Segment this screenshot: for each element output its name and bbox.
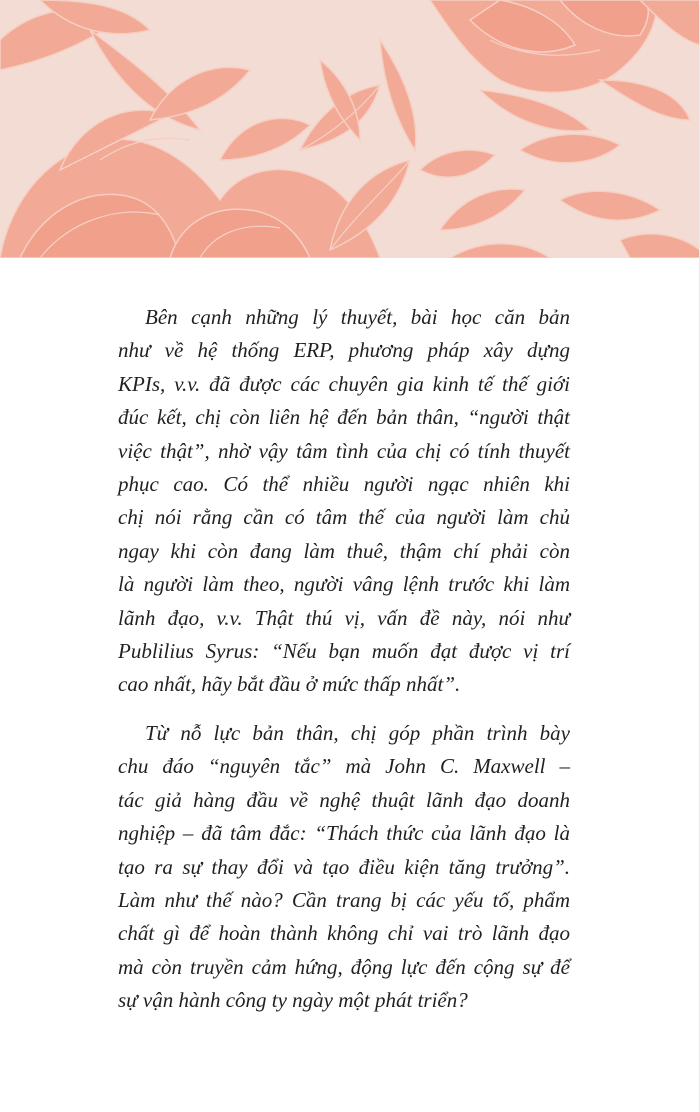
body-text [118,301,570,1018]
text-line: chu đáo “nguyên tắc” mà John C. Maxwell – [118,754,570,779]
text-line: nghiệp – đã tâm đắc: “Thách thức của lãnh đạo là [118,821,570,846]
floral-banner [0,0,700,258]
text-line: Publilius Syrus: “Nếu bạn muốn đạt được vị trí [118,639,570,664]
text-line: Bên cạnh những lý thuyết, bài học căn bản [145,305,570,329]
text-line: phục cao. Có thể nhiều người ngạc nhiên khi [118,472,570,497]
text-line: KPIs, v.v. đã được các chuyên gia kinh tế thế giới [118,371,570,396]
peony-floral-pattern-icon [0,0,700,258]
text-line: tác giả hàng đầu về nghệ thuật lãnh đạo doanh [118,787,570,812]
text-line: lãnh đạo, v.v. Thật thú vị, vấn đề này, nói như [118,605,570,630]
text-line: việc thật”, nhờ vậy tâm tình của chị có tính thuyết [118,438,570,463]
text-line: Làm như thế nào? Cần trang bị các yếu tố, phẩm [118,887,570,912]
text-line: Từ nỗ lực bản thân, chị góp phần trình bày [145,720,570,745]
text-line: chất gì để hoàn thành không chỉ vai trò lãnh đạo [118,921,570,946]
text-line: mà còn truyền cảm hứng, động lực đến cộng sự để [118,954,570,979]
text-line: đúc kết, chị còn liên hệ đến bản thân, “người thật [118,405,570,430]
text-line: tạo ra sự thay đổi và tạo điều kiện tăng trưởng”. [118,854,570,879]
text-line: cao nhất, hãy bắt đầu ở mức thấp nhất”. [118,672,461,697]
paragraph [118,301,570,702]
text-line: là người làm theo, người vâng lệnh trước khi làm [118,572,570,597]
text-line: chị nói rằng cần có tâm thế của người làm chủ [118,505,570,530]
text-line: sự vận hành công ty ngày một phát triển? [118,988,468,1013]
paragraph [118,717,570,1018]
text-line: như về hệ thống ERP, phương pháp xây dựng [118,338,570,363]
text-line: ngay khi còn đang làm thuê, thậm chí phải còn [118,538,570,563]
